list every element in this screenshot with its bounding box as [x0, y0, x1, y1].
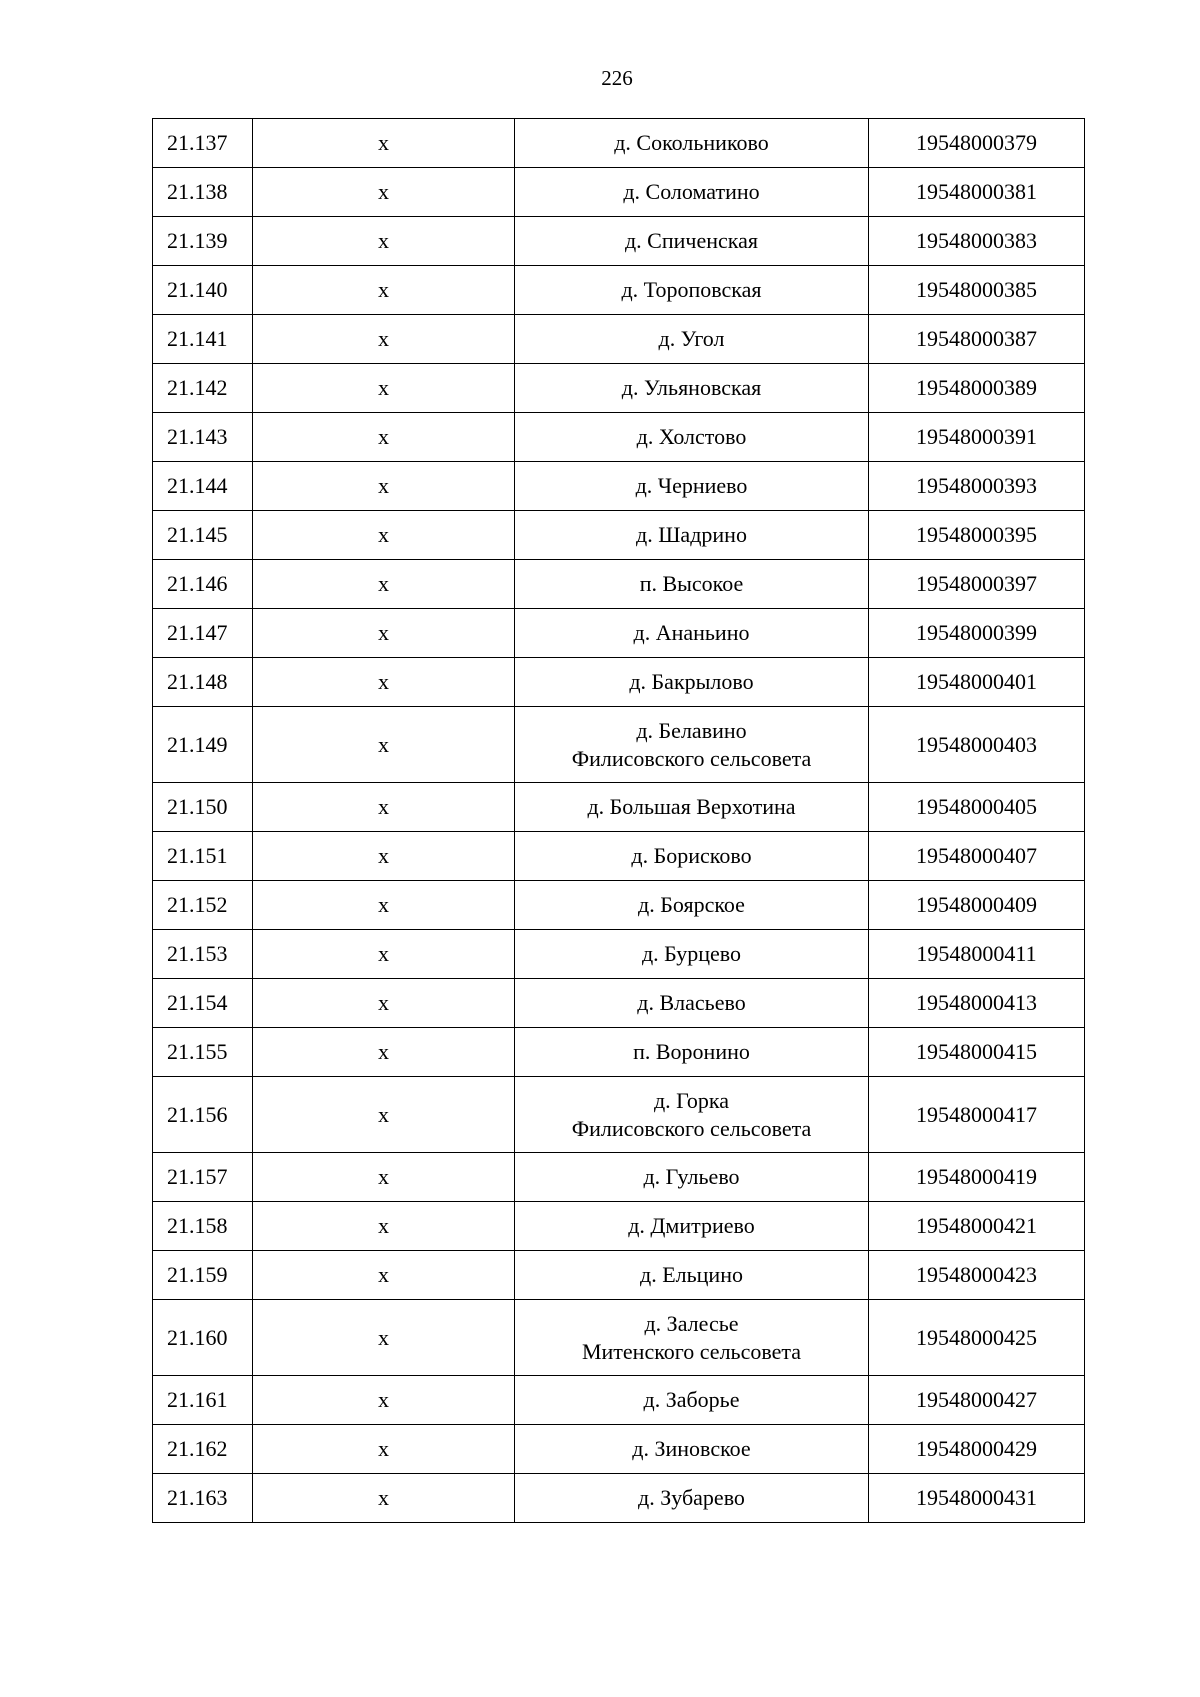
settlement-name-line: д. Большая Верхотина [587, 794, 796, 819]
settlement-name [515, 168, 869, 217]
row-number: 21.149 [153, 707, 253, 783]
settlement-code: 19548000431 [869, 1474, 1085, 1523]
settlement-code: 19548000391 [869, 413, 1085, 462]
settlement-name-line: д. Соломатино [623, 179, 760, 204]
table-row [153, 217, 1085, 266]
row-number: 21.150 [153, 783, 253, 832]
settlement-name-line: д. Сокольниково [614, 130, 769, 155]
settlement-name-line: д. Боярское [638, 892, 745, 917]
settlement-name [515, 217, 869, 266]
table-body [153, 119, 1085, 1523]
settlement-code: 19548000423 [869, 1251, 1085, 1300]
row-number: 21.159 [153, 1251, 253, 1300]
row-mark: х [253, 511, 515, 560]
settlement-code: 19548000397 [869, 560, 1085, 609]
settlement-code: 19548000383 [869, 217, 1085, 266]
table-row [153, 413, 1085, 462]
settlement-name-line: д. Зубарево [638, 1485, 745, 1510]
table-row [153, 930, 1085, 979]
settlement-code: 19548000401 [869, 658, 1085, 707]
table-row [153, 1425, 1085, 1474]
row-number: 21.138 [153, 168, 253, 217]
row-number: 21.146 [153, 560, 253, 609]
table-row [153, 511, 1085, 560]
settlement-name [515, 1251, 869, 1300]
settlement-name-line: Митенского сельсовета [581, 1338, 802, 1364]
settlement-name [515, 1474, 869, 1523]
settlement-code: 19548000407 [869, 832, 1085, 881]
row-mark: х [253, 979, 515, 1028]
row-mark: х [253, 658, 515, 707]
settlement-name-line: п. Высокое [639, 571, 744, 596]
settlement-name [515, 119, 869, 168]
table-row [153, 832, 1085, 881]
settlement-name-line: д. Угол [658, 326, 725, 351]
row-number: 21.143 [153, 413, 253, 462]
row-mark: х [253, 1028, 515, 1077]
row-mark: х [253, 609, 515, 658]
settlement-name [515, 658, 869, 707]
settlement-name-line: д. Горка [653, 1087, 730, 1113]
table-row [153, 881, 1085, 930]
settlement-code: 19548000403 [869, 707, 1085, 783]
settlement-code: 19548000411 [869, 930, 1085, 979]
settlement-name [515, 1028, 869, 1077]
row-number: 21.155 [153, 1028, 253, 1077]
row-number: 21.148 [153, 658, 253, 707]
row-mark: х [253, 1425, 515, 1474]
row-number: 21.153 [153, 930, 253, 979]
table-row [153, 1202, 1085, 1251]
settlement-name-line: д. Зиновское [632, 1436, 751, 1461]
row-mark: х [253, 707, 515, 783]
settlement-name [515, 1376, 869, 1425]
settlement-name-line: д. Холстово [636, 424, 747, 449]
row-number: 21.156 [153, 1077, 253, 1153]
settlement-code: 19548000395 [869, 511, 1085, 560]
row-number: 21.154 [153, 979, 253, 1028]
row-number: 21.163 [153, 1474, 253, 1523]
row-number: 21.144 [153, 462, 253, 511]
settlement-code: 19548000409 [869, 881, 1085, 930]
row-number: 21.151 [153, 832, 253, 881]
settlement-name [515, 707, 869, 783]
settlement-name [515, 315, 869, 364]
row-mark: х [253, 1077, 515, 1153]
row-mark: х [253, 364, 515, 413]
row-mark: х [253, 1251, 515, 1300]
settlement-name [515, 511, 869, 560]
row-number: 21.139 [153, 217, 253, 266]
table-row [153, 560, 1085, 609]
page-number: 226 [601, 66, 633, 90]
settlement-name [515, 266, 869, 315]
settlement-name-line: д. Ананьино [633, 620, 750, 645]
row-mark: х [253, 881, 515, 930]
table-row [153, 707, 1085, 783]
table-row [153, 783, 1085, 832]
row-mark: х [253, 315, 515, 364]
table-row [153, 364, 1085, 413]
row-mark: х [253, 1474, 515, 1523]
row-mark: х [253, 266, 515, 315]
settlement-code: 19548000419 [869, 1153, 1085, 1202]
settlement-code: 19548000387 [869, 315, 1085, 364]
settlement-name-line: д. Бакрылово [629, 669, 754, 694]
settlement-name-line: д. Ельцино [640, 1262, 743, 1287]
settlement-code: 19548000415 [869, 1028, 1085, 1077]
table-row [153, 979, 1085, 1028]
row-mark: х [253, 462, 515, 511]
row-number: 21.142 [153, 364, 253, 413]
table-row [153, 609, 1085, 658]
settlement-code: 19548000425 [869, 1300, 1085, 1376]
row-number: 21.160 [153, 1300, 253, 1376]
row-mark: х [253, 168, 515, 217]
settlement-name [515, 609, 869, 658]
settlement-name [515, 1077, 869, 1153]
row-mark: х [253, 119, 515, 168]
settlements-table [152, 118, 1085, 1523]
settlement-name [515, 1300, 869, 1376]
table-row [153, 1300, 1085, 1376]
settlement-code: 19548000413 [869, 979, 1085, 1028]
settlement-code: 19548000405 [869, 783, 1085, 832]
settlement-name-line: д. Гульево [643, 1164, 740, 1189]
row-mark: х [253, 560, 515, 609]
settlement-name [515, 364, 869, 413]
settlement-name [515, 413, 869, 462]
table-row [153, 315, 1085, 364]
table-row [153, 1376, 1085, 1425]
row-number: 21.141 [153, 315, 253, 364]
settlement-name [515, 979, 869, 1028]
row-mark: х [253, 832, 515, 881]
row-number: 21.145 [153, 511, 253, 560]
settlement-code: 19548000389 [869, 364, 1085, 413]
settlement-code: 19548000381 [869, 168, 1085, 217]
settlement-name-line: Филисовского сельсовета [571, 1115, 812, 1141]
settlement-name-line: д. Борисково [631, 843, 752, 868]
row-number: 21.158 [153, 1202, 253, 1251]
row-mark: х [253, 783, 515, 832]
table-row [153, 1077, 1085, 1153]
table-row [153, 1153, 1085, 1202]
settlement-name-line: д. Шадрино [636, 522, 747, 547]
settlement-code: 19548000421 [869, 1202, 1085, 1251]
row-mark: х [253, 413, 515, 462]
row-mark: х [253, 1202, 515, 1251]
settlement-name [515, 462, 869, 511]
settlement-name-line: д. Спиченская [624, 228, 759, 253]
row-number: 21.147 [153, 609, 253, 658]
settlement-code: 19548000427 [869, 1376, 1085, 1425]
row-number: 21.157 [153, 1153, 253, 1202]
settlement-name-line: д. Черниево [635, 473, 748, 498]
row-number: 21.162 [153, 1425, 253, 1474]
row-number: 21.137 [153, 119, 253, 168]
table-row [153, 1251, 1085, 1300]
settlement-code: 19548000379 [869, 119, 1085, 168]
settlement-name-line: д. Бурцево [641, 941, 742, 966]
row-mark: х [253, 1153, 515, 1202]
table-row [153, 462, 1085, 511]
settlement-name [515, 832, 869, 881]
table-row [153, 658, 1085, 707]
settlement-name-line: д. Залесье [644, 1310, 739, 1336]
settlement-name-line: п. Воронино [633, 1039, 750, 1064]
table-row [153, 119, 1085, 168]
settlement-name-line: д. Тороповская [621, 277, 762, 302]
row-mark: х [253, 217, 515, 266]
settlement-code: 19548000417 [869, 1077, 1085, 1153]
table-row [153, 168, 1085, 217]
row-number: 21.152 [153, 881, 253, 930]
settlement-name-line: Филисовского сельсовета [571, 745, 812, 771]
settlement-name-line: д. Белавино [636, 717, 747, 743]
settlement-code: 19548000385 [869, 266, 1085, 315]
table-row [153, 1028, 1085, 1077]
row-number: 21.161 [153, 1376, 253, 1425]
settlement-name [515, 1202, 869, 1251]
settlement-code: 19548000399 [869, 609, 1085, 658]
row-number: 21.140 [153, 266, 253, 315]
settlement-name [515, 1425, 869, 1474]
settlement-name-line: д. Власьево [637, 990, 746, 1015]
table-row [153, 266, 1085, 315]
settlement-code: 19548000429 [869, 1425, 1085, 1474]
settlement-name-line: д. Дмитриево [628, 1213, 755, 1238]
settlement-name [515, 881, 869, 930]
settlement-name [515, 1153, 869, 1202]
settlement-name [515, 930, 869, 979]
settlement-name-line: д. Ульяновская [621, 375, 762, 400]
table-row [153, 1474, 1085, 1523]
row-mark: х [253, 1300, 515, 1376]
settlement-name [515, 560, 869, 609]
settlement-name-line: д. Заборье [643, 1387, 740, 1412]
settlement-code: 19548000393 [869, 462, 1085, 511]
row-mark: х [253, 1376, 515, 1425]
row-mark: х [253, 930, 515, 979]
settlement-name [515, 783, 869, 832]
